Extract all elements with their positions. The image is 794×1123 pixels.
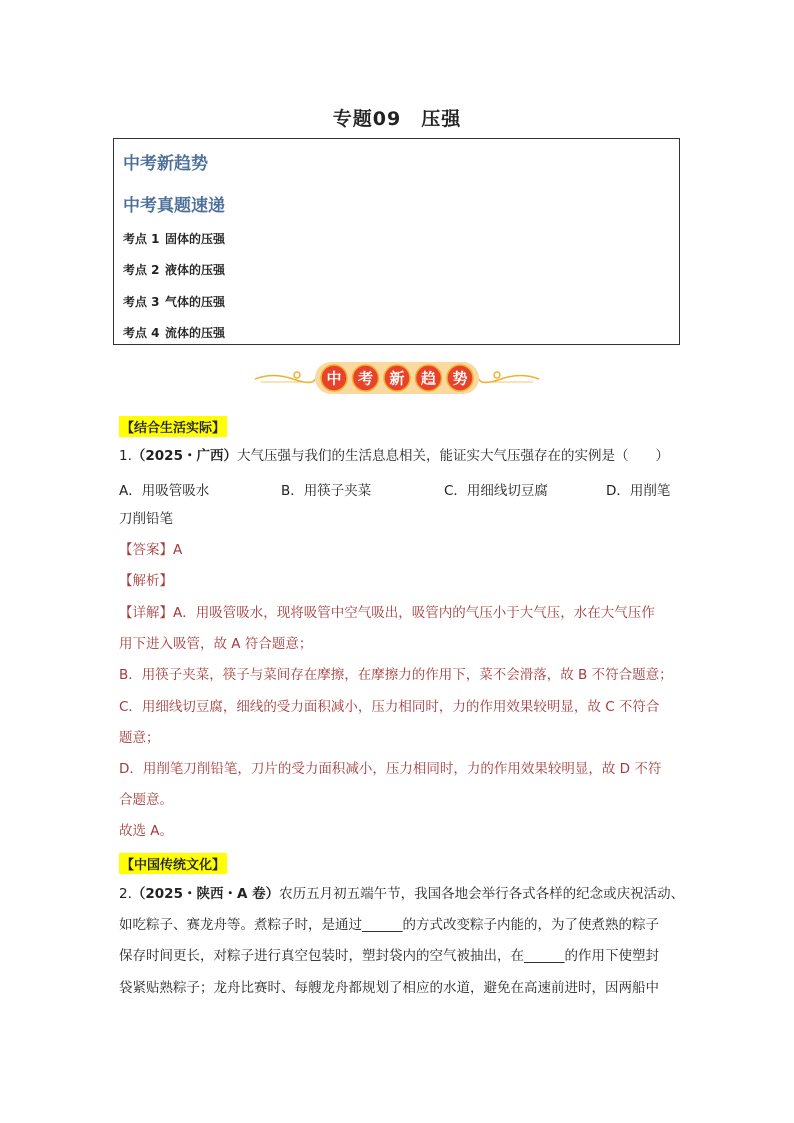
toc-heading-trends[interactable]: 中考新趋势 (123, 154, 208, 174)
section-banner (253, 358, 541, 398)
q1-option-c: C．用细线切豆腐 (444, 483, 548, 499)
q1-option-d-cont: 刀削铅笔 (119, 511, 173, 527)
q2-line-3: 保存时间更长，对粽子进行真空包装时，塑封袋内的空气被抽出，在______的作用下使塑封 (119, 948, 659, 964)
q1-detail-line-4: C．用细线切豆腐，细线的受力面积减小，压力相同时，力的作用效果较明显，故 C 不符合 (119, 699, 660, 715)
q1-detail-line-5: 题意； (119, 730, 160, 746)
q1-detail-line-8: 故选 A。 (119, 823, 174, 839)
banner-ornament-right (479, 372, 539, 383)
q2-line-2: 如吃粽子、赛龙舟等。煮粽子时，是通过______的方式改变粽子内能的，为了使煮熟的粽子 (119, 917, 659, 933)
banner-char: 考 (357, 369, 374, 388)
banner-char: 势 (452, 369, 468, 388)
toc-item-4[interactable]: 考点 4 流体的压强 (123, 326, 226, 340)
toc-heading-real-questions[interactable]: 中考真题速递 (123, 196, 225, 216)
banner-char: 趋 (420, 369, 437, 388)
q1-option-a: A．用吸管吸水 (119, 483, 210, 499)
q1-stem: 1.（2025・广西）大气压强与我们的生活息息相关，能证实大气压强存在的实例是（ ） (119, 448, 669, 464)
toc-item-2[interactable]: 考点 2 液体的压强 (123, 263, 226, 277)
banner-ornament-left (255, 372, 315, 383)
banner-char: 新 (389, 369, 405, 388)
toc-item-1[interactable]: 考点 1 固体的压强 (123, 232, 226, 246)
toc-item-3[interactable]: 考点 3 气体的压强 (123, 295, 226, 309)
q1-detail-line-7: 合题意。 (119, 792, 173, 808)
q2-line-1: 2.（2025・陕西・A 卷）农历五月初五端午节，我国各地会举行各式各样的纪念或庆祝活动、 (119, 886, 685, 902)
q1-option-b: B．用筷子夹菜 (281, 483, 372, 499)
banner-char: 中 (326, 369, 342, 388)
q2-line-4: 袋紧贴熟粽子；龙舟比赛时、每艘龙舟都规划了相应的水道，避免在高速前进时，因两船中 (119, 980, 659, 996)
page-title: 专题09 压强 (332, 108, 462, 130)
q1-detail-line-3: B．用筷子夹菜，筷子与菜间存在摩擦，在摩擦力的作用下，菜不会滑落，故 B 不符合题意； (119, 667, 673, 683)
tag-culture: 【中国传统文化】 (119, 853, 227, 874)
q1-analysis-label: 【解析】 (119, 573, 173, 589)
q1-detail-line-1: 【详解】A．用吸管吸水，现将吸管中空气吸出，吸管内的气压小于大气压，水在大气压作 (119, 605, 655, 621)
q1-detail-line-2: 用下进入吸管，故 A 符合题意； (119, 636, 313, 652)
q1-answer: 【答案】A (119, 542, 183, 558)
table-of-contents (113, 138, 680, 345)
q1-option-d: D．用削笔 (606, 483, 671, 499)
tag-life: 【结合生活实际】 (119, 416, 227, 437)
q1-detail-line-6: D．用削笔刀削铅笔，刀片的受力面积减小，压力相同时，力的作用效果较明显，故 D 不符 (119, 761, 662, 777)
